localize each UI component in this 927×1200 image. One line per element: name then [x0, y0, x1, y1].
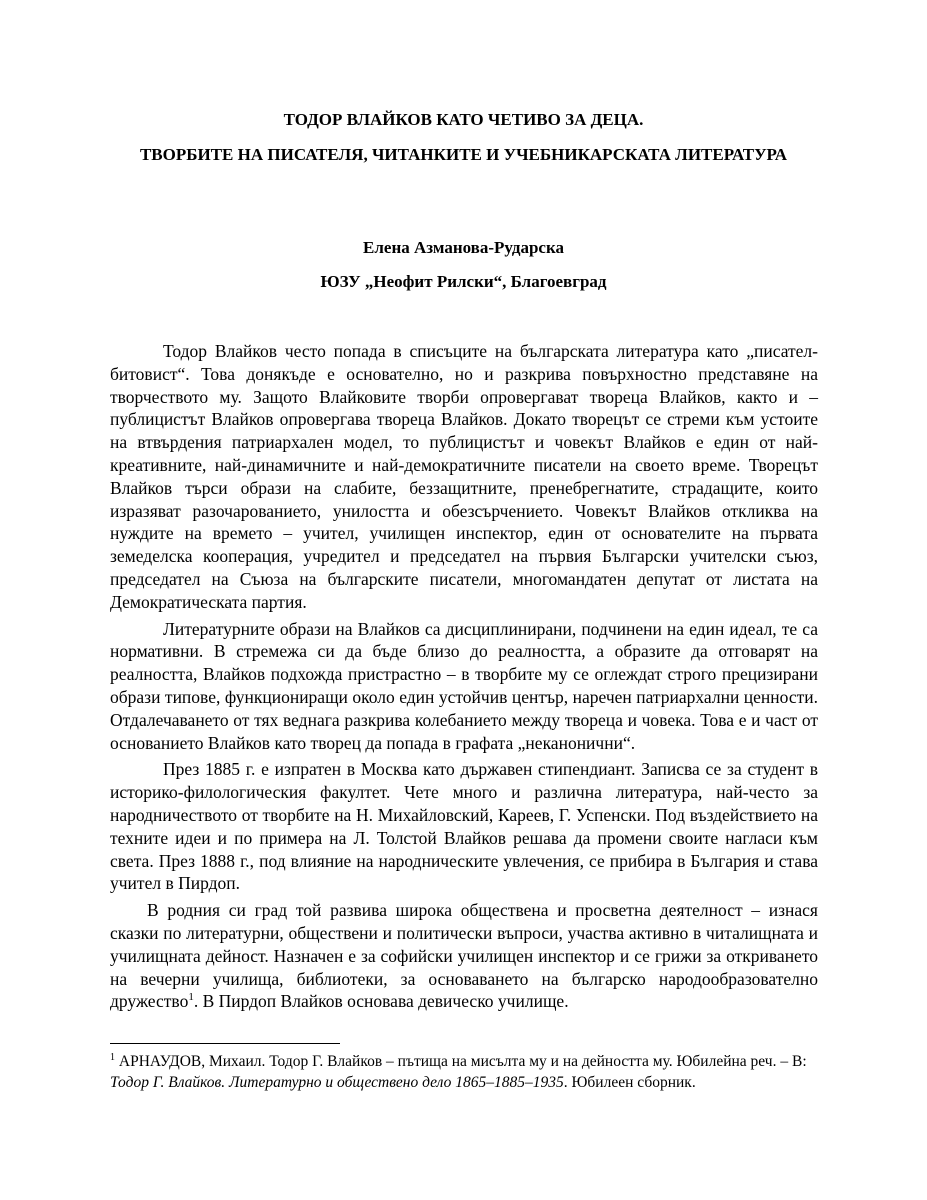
paper-title [110, 108, 817, 167]
footnote-text-end: . Юбилеен сборник. [563, 1074, 696, 1091]
title-line-2: ТВОРБИТЕ НА ПИСАТЕЛЯ, ЧИТАНКИТЕ И УЧЕБНИКАРСКАТА ЛИТЕРАТУРА [139, 145, 788, 164]
footnote-divider [110, 1043, 340, 1044]
title-line-1: ТОДОР ВЛАЙКОВ КАТО ЧЕТИВО ЗА ДЕЦА. [283, 110, 644, 129]
paragraph-3: През 1885 г. е изпратен в Москва като държавен стипендиант. Записва се за студент в историко-филологическия факултет. Чете много и различна литература, най-често за народничеството от творбите на Н. Михайловский, Кареев, Г. Успенски. Под въздействието на техните идеи и по примера на Л. Толстой Влайков решава да промени своите нагласи към света. През 1888 г., под влияние на народническите увлечения, се прибира в България и става учител в Пирдоп. [110, 759, 818, 894]
paragraph-4 [110, 899, 818, 1013]
paragraph-2: Литературните образи на Влайков са дисциплинирани, подчинени на един идеал, те са нормативни. В стремежа си да бъде близо до реалността, а образите да отговарят на реалността, Влайков подхожда пристрастно – в творбите му се оглеждат строго прецизирани образи типове, функциониращи около един устойчив център, наречен патриархални ценности. Отдалечаването от тях веднага разкрива колебанието между твореца и човека. Това е и част от основанието Влайков като творец да попада в графата „неканонични“. [110, 618, 818, 753]
footnote-source-title: Тодор Г. Влайков. Литературно и обществено дело 1865–1885–1935 [110, 1074, 564, 1091]
paragraph-1: Тодор Влайков често попада в списъците на българската литература като „писател-битовист“. Това донякъде е основателно, но и разкрива повърхностно представяне на творчеството му. Защото Влайковите творби опровергават твореца Влайков, както и – публицистът Влайков опровергава твореца Влайков. Докато творецът се стреми към устоите на втвърдения патриархален модел, то публицистът и човекът Влайков е един от най-креативните, най-динамичните и най-демократичните писатели на своето време. Творецът Влайков търси образи на слабите, беззащитните, пренебрегнатите, страдащите, които изразяват разочарованието, унилостта и обезсърчението. Човекът Влайков откликва на нуждите на времето – учител, училищен инспектор, един от основателите на първата земеделска кооперация, учредител и председател на първия Български учителски съюз, председател на Съюза на българските писатели, многомандатен депутат от листата на Демократическата партия. [110, 341, 818, 612]
footnote-marker: 1 [110, 1051, 115, 1063]
body-text [110, 340, 818, 1017]
footnote-reference[interactable]: 1 [188, 991, 194, 1004]
footnote [110, 1051, 818, 1093]
paragraph-4-text: В родния си град той развива широка обществена и просветна деятелност – изнася сказки по литературни, обществени и политически въпроси, участва активно в читалищната и училищната дейност. Назначен е за софийски училищен инспектор и се грижи за откриването на вечерни училища, библиотеки, за основаването на българско народообразователно дружество [110, 900, 818, 1012]
paragraph-4-text-end: . В Пирдоп Влайков основава девическо училище. [193, 991, 569, 1012]
author-name: Елена Азманова-Рударска [363, 238, 564, 257]
footnote-text: АРНАУДОВ, Михаил. Тодор Г. Влайков – пътища на мисълта му и на дейността му. Юбилейна реч. – В: [115, 1053, 807, 1070]
author-affiliation: ЮЗУ „Неофит Рилски“, Благоевград [320, 272, 607, 291]
